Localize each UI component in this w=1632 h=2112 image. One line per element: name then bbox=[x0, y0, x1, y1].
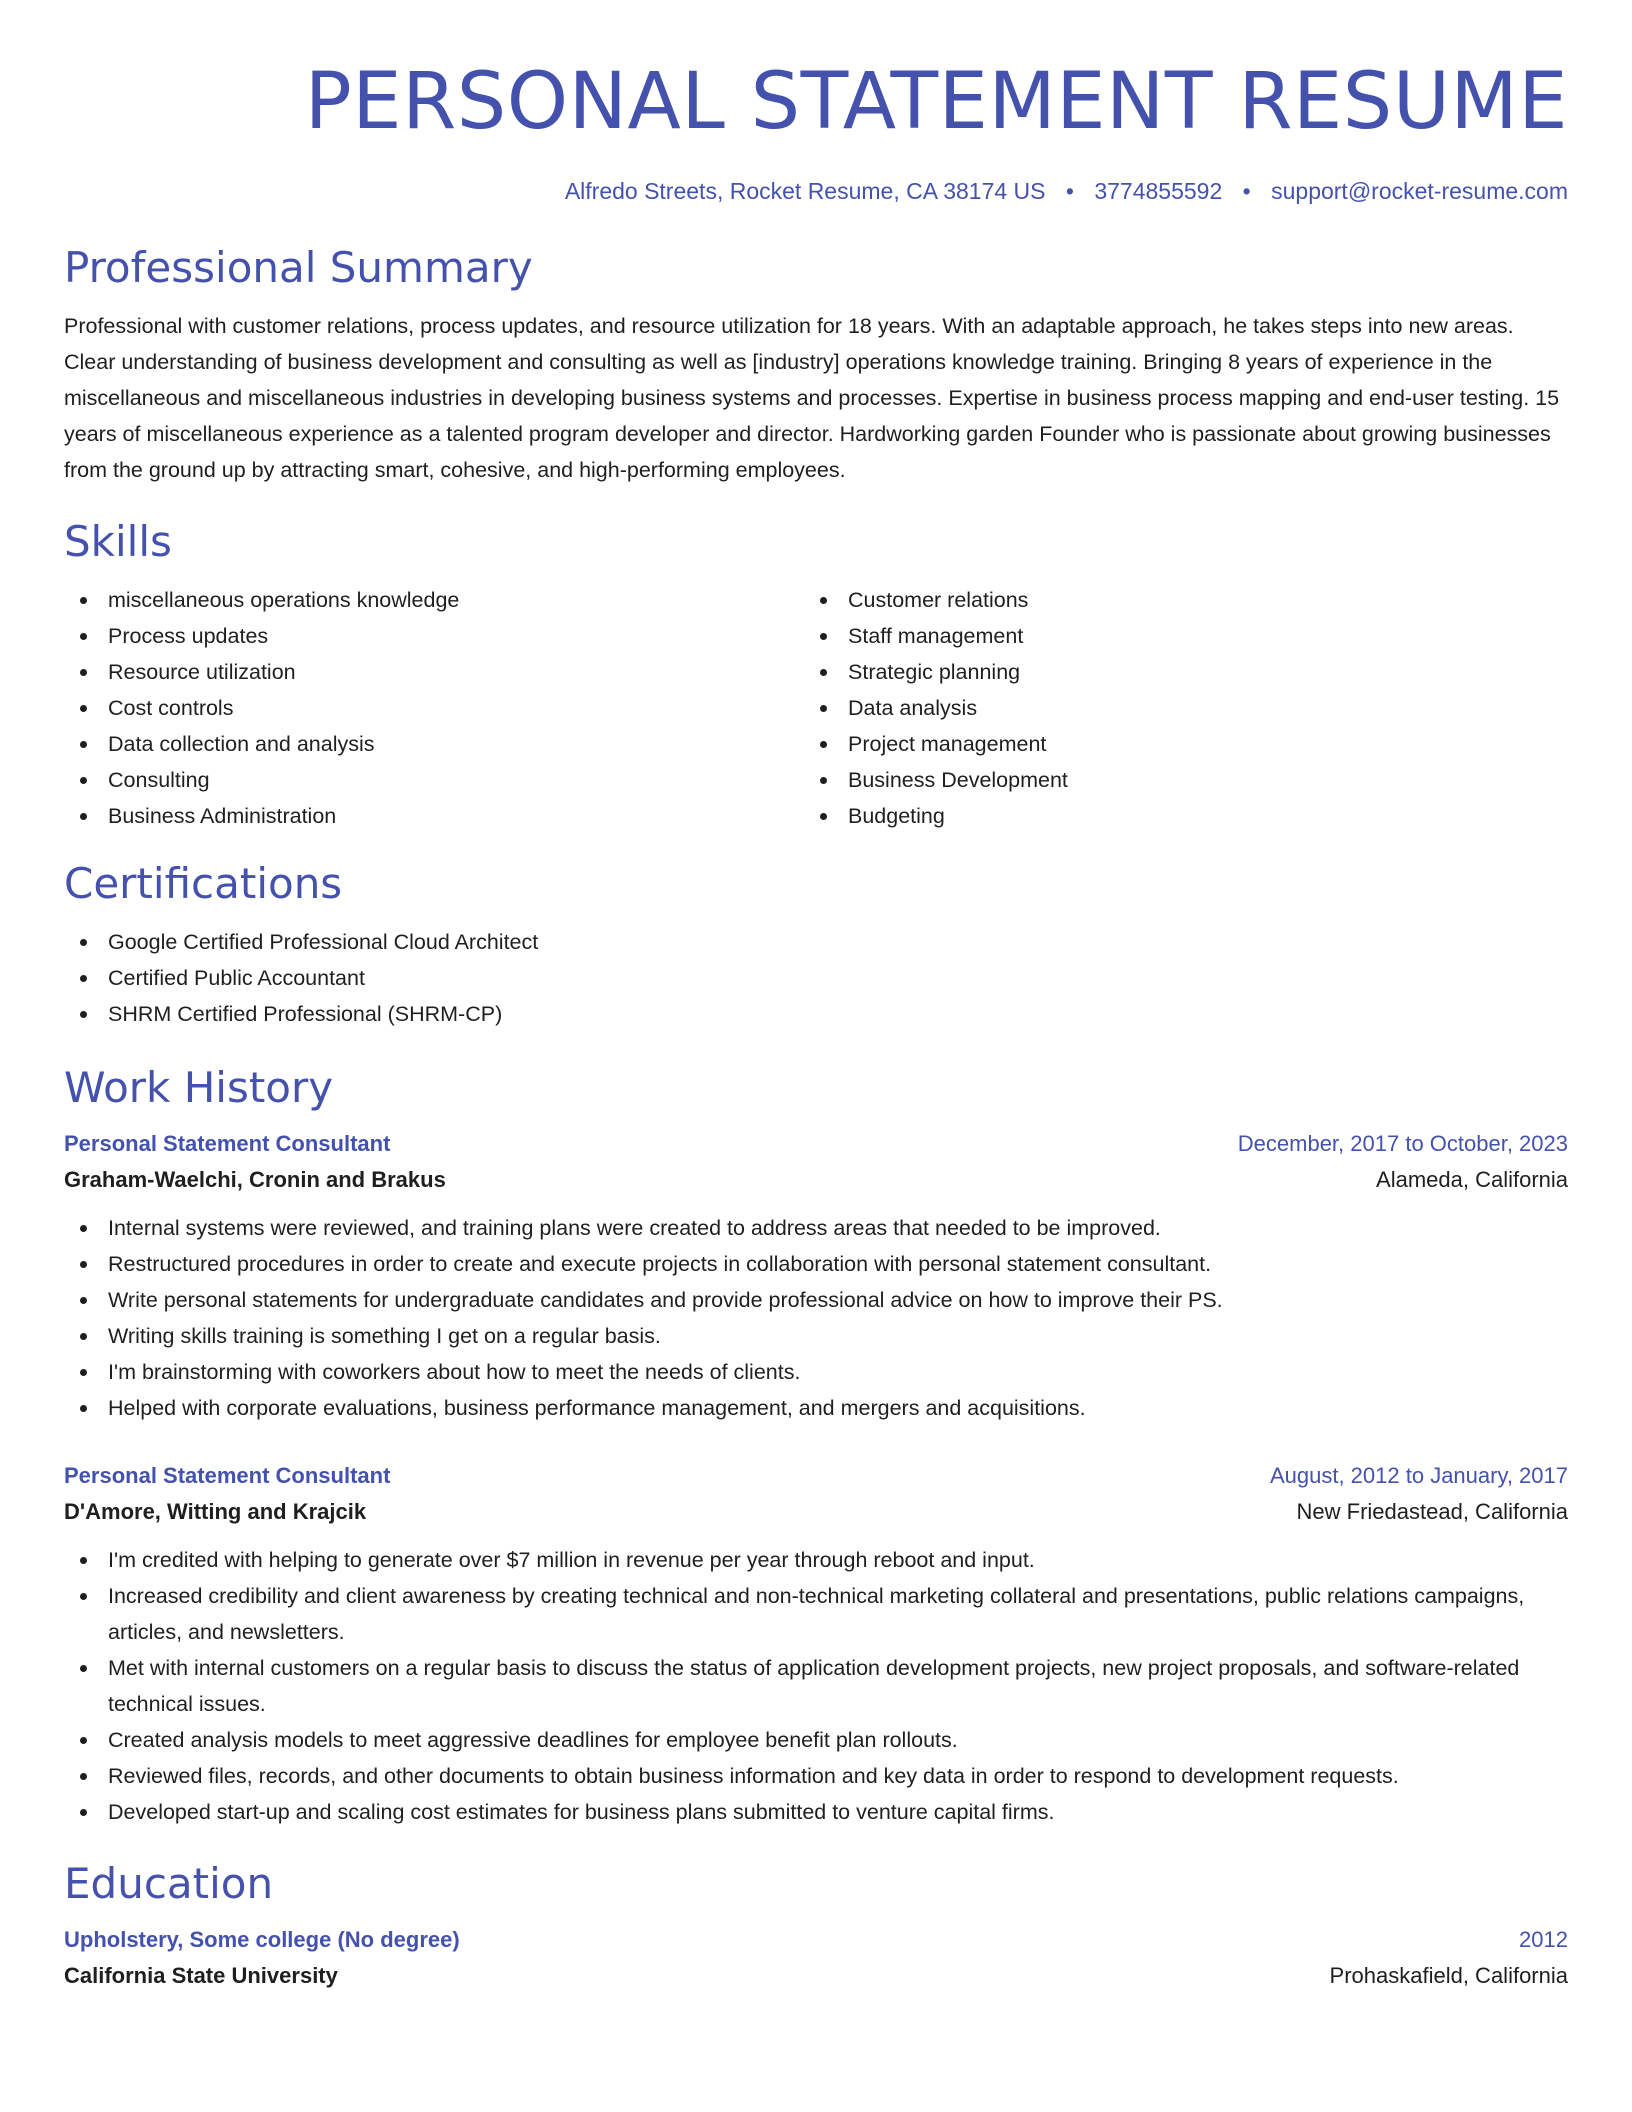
job-employer: Graham-Waelchi, Cronin and Brakus bbox=[64, 1167, 446, 1192]
skill-item: Cost controls bbox=[64, 690, 804, 726]
certifications-list bbox=[64, 924, 1568, 1032]
job-dates: August, 2012 to January, 2017 bbox=[1269, 1463, 1568, 1488]
job-employer: D'Amore, Witting and Krajcik bbox=[64, 1499, 367, 1524]
skills-heading: Skills bbox=[64, 517, 172, 566]
education-school: California State University bbox=[64, 1963, 338, 1988]
skill-item: Customer relations bbox=[804, 582, 1544, 618]
skill-item: Business Administration bbox=[64, 798, 804, 834]
summary-section bbox=[64, 242, 1568, 488]
job-duties-list bbox=[64, 1210, 1568, 1426]
job-duty: I'm credited with helping to generate over $7 million in revenue per year through reboot and input. bbox=[64, 1542, 1568, 1578]
resume-name: PERSONAL STATEMENT RESUME bbox=[304, 57, 1568, 147]
skill-item: Staff management bbox=[804, 618, 1544, 654]
job-location: New Friedastead, California bbox=[1296, 1499, 1568, 1524]
contact-email: support@rocket-resume.com bbox=[1271, 178, 1568, 204]
skill-item: Budgeting bbox=[804, 798, 1544, 834]
job-entry bbox=[64, 1128, 1568, 1426]
contact-separator: • bbox=[1242, 178, 1251, 204]
skill-item: Business Development bbox=[804, 762, 1544, 798]
skills-columns bbox=[64, 582, 1568, 834]
contact-phone: 3774855592 bbox=[1094, 178, 1223, 204]
contact-address: Alfredo Streets, Rocket Resume, CA 38174 US bbox=[564, 178, 1046, 204]
job-duty: Helped with corporate evaluations, business performance management, and mergers and acquisitions. bbox=[64, 1390, 1568, 1426]
resume-header bbox=[64, 0, 1568, 206]
job-duty: Increased credibility and client awareness by creating technical and non-technical marketing collateral and presentations, public relations campaigns, articles, and newsletters. bbox=[64, 1578, 1568, 1650]
contact-separator: • bbox=[1065, 178, 1074, 204]
job-title: Personal Statement Consultant bbox=[64, 1131, 391, 1156]
education-degree: Upholstery, Some college (No degree) bbox=[64, 1927, 460, 1952]
certification-item: SHRM Certified Professional (SHRM-CP) bbox=[64, 996, 1568, 1032]
job-employer-row bbox=[64, 1492, 1568, 1532]
job-dates: December, 2017 to October, 2023 bbox=[1237, 1131, 1568, 1156]
education-school-row bbox=[64, 1956, 1568, 1996]
skill-item: Consulting bbox=[64, 762, 804, 798]
certifications-heading: Certifications bbox=[64, 859, 343, 908]
certification-item: Certified Public Accountant bbox=[64, 960, 1568, 996]
job-employer-row bbox=[64, 1160, 1568, 1200]
job-duty: Internal systems were reviewed, and training plans were created to address areas that needed to be improved. bbox=[64, 1210, 1568, 1246]
skill-item: Strategic planning bbox=[804, 654, 1544, 690]
skills-section bbox=[64, 516, 1568, 834]
contact-line bbox=[64, 176, 1568, 206]
job-duties-list bbox=[64, 1542, 1568, 1830]
job-duty: Writing skills training is something I get on a regular basis. bbox=[64, 1318, 1568, 1354]
skill-item: Project management bbox=[804, 726, 1544, 762]
certifications-section bbox=[64, 858, 1568, 1032]
job-duty: Developed start-up and scaling cost estimates for business plans submitted to venture capital firms. bbox=[64, 1794, 1568, 1830]
work-history-section bbox=[64, 1062, 1568, 1830]
job-title: Personal Statement Consultant bbox=[64, 1463, 391, 1488]
certification-item: Google Certified Professional Cloud Architect bbox=[64, 924, 1568, 960]
job-duty: I'm brainstorming with coworkers about how to meet the needs of clients. bbox=[64, 1354, 1568, 1390]
education-year: 2012 bbox=[1519, 1927, 1568, 1952]
job-entry bbox=[64, 1460, 1568, 1830]
skills-list-left bbox=[64, 582, 804, 834]
work-history-heading: Work History bbox=[64, 1063, 334, 1112]
job-location: Alameda, California bbox=[1376, 1167, 1568, 1192]
job-title-row bbox=[64, 1128, 1568, 1160]
skill-item: Data collection and analysis bbox=[64, 726, 804, 762]
job-duty: Restructured procedures in order to create and execute projects in collaboration with personal statement consultant. bbox=[64, 1246, 1568, 1282]
education-entry bbox=[64, 1924, 1568, 1996]
job-duty: Reviewed files, records, and other documents to obtain business information and key data in order to respond to development requests. bbox=[64, 1758, 1568, 1794]
skills-list-right bbox=[804, 582, 1544, 834]
summary-text: Professional with customer relations, process updates, and resource utilization for 18 years. With an adaptable approach, he takes steps into new areas. Clear understanding of business development and consulting as well as [industry] operations knowledge training. Bringing 8 years of experience in the miscellaneous and miscellaneous industries in developing business systems and processes. Expertise in business process mapping and end-user testing. 15 years of miscellaneous experience as a talented program developer and director. Hardworking garden Founder who is passionate about growing businesses from the ground up by attracting smart, cohesive, and high-performing employees. bbox=[64, 314, 1560, 482]
skill-item: Resource utilization bbox=[64, 654, 804, 690]
job-title-row bbox=[64, 1460, 1568, 1492]
skill-item: Process updates bbox=[64, 618, 804, 654]
education-heading: Education bbox=[64, 1859, 274, 1908]
job-duty: Met with internal customers on a regular basis to discuss the status of application development projects, new project proposals, and software-related technical issues. bbox=[64, 1650, 1568, 1722]
skill-item: Data analysis bbox=[804, 690, 1544, 726]
job-duty: Write personal statements for undergraduate candidates and provide professional advice on how to improve their PS. bbox=[64, 1282, 1568, 1318]
summary-heading: Professional Summary bbox=[64, 243, 533, 292]
education-section bbox=[64, 1858, 1568, 1996]
job-duty: Created analysis models to meet aggressive deadlines for employee benefit plan rollouts. bbox=[64, 1722, 1568, 1758]
education-location: Prohaskafield, California bbox=[1329, 1963, 1568, 1988]
skill-item: miscellaneous operations knowledge bbox=[64, 582, 804, 618]
education-degree-row bbox=[64, 1924, 1568, 1956]
